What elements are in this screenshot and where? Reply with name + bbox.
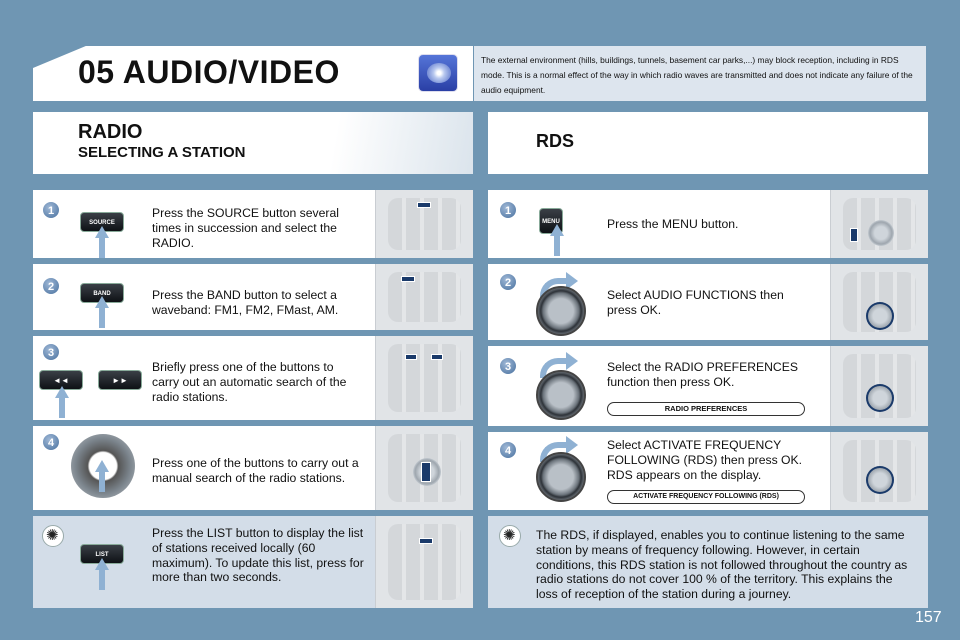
rds-step-2 [488, 264, 928, 340]
rotary-knob-icon [536, 370, 586, 420]
reception-note: The external environment (hills, buildings, tunnels, basement car parks,...) may block reception, including in RDS mode. This is a normal effect of the way in which radio waves are transmitted and does not indicate any failure of the audio equipment. [481, 55, 913, 95]
list-button: LIST [80, 544, 124, 564]
control-panel-image [375, 336, 473, 420]
highlighted-button-icon [421, 462, 431, 482]
highlighted-button-icon [417, 202, 431, 208]
rotary-knob-icon [536, 452, 586, 502]
highlighted-button-icon [419, 538, 433, 544]
control-panel-image [375, 190, 473, 258]
rds-step-1 [488, 190, 928, 258]
step-number: 3 [499, 357, 517, 375]
radio-title: RADIO [78, 121, 143, 143]
step-text: Select the RADIO PREFERENCES function then press OK. [607, 360, 798, 389]
menu-button: MENU [539, 208, 563, 234]
radio-step-2 [33, 264, 473, 330]
press-arrow-icon [95, 226, 109, 258]
step-number: 1 [42, 201, 60, 219]
highlighted-button-icon [405, 354, 417, 360]
step-number: 1 [499, 201, 517, 219]
control-panel-image [375, 516, 473, 608]
step-number: 3 [42, 343, 60, 361]
radio-step-3 [33, 336, 473, 420]
seek-up-button: ►► [98, 370, 142, 390]
dial-icon [866, 384, 894, 412]
page-title: 05 AUDIO/VIDEO [78, 54, 340, 90]
step-number: 4 [42, 433, 60, 451]
disc-icon [427, 63, 451, 83]
note-text: The RDS, if displayed, enables you to continue listening to the same station by means of frequency following. However, in certain conditions, this RDS station is not followed throughout the country as radio stations do not cover 100 % of the territory. This explains the loss of reception of the station during a journey. [536, 528, 908, 602]
step-text: Select AUDIO FUNCTIONS then press OK. [607, 288, 784, 317]
step-text: Select ACTIVATE FREQUENCY FOLLOWING (RDS) then press OK. RDS appears on the display. [607, 438, 803, 482]
highlighted-button-icon [431, 354, 443, 360]
press-arrow-icon [550, 224, 564, 256]
rds-step-4 [488, 432, 928, 510]
radio-preferences-label: RADIO PREFERENCES [607, 402, 805, 416]
list-note-panel [33, 516, 473, 608]
band-button: BAND [80, 283, 124, 303]
step-text: Briefly press one of the buttons to carry out an automatic search of the radio stations. [152, 360, 347, 404]
dial-icon [868, 220, 894, 246]
control-panel-image [375, 264, 473, 330]
rds-title: RDS [536, 131, 575, 151]
source-button: SOURCE [80, 212, 124, 232]
step-number: 2 [499, 273, 517, 291]
radio-step-1 [33, 190, 473, 258]
dial-icon [866, 302, 894, 330]
rotary-knob-icon [536, 286, 586, 336]
radio-subtitle: SELECTING A STATION [78, 144, 246, 161]
press-arrow-icon [55, 386, 69, 418]
step-number: 4 [499, 441, 517, 459]
step-text: Press one of the buttons to carry out a manual search of the radio stations. [152, 456, 359, 485]
dial-icon [866, 466, 894, 494]
rds-note-panel [488, 516, 928, 608]
step-text: Press the MENU button. [607, 217, 739, 231]
note-text: Press the LIST button to display the list of stations received locally (60 maximum). To update this list, press for more than two seconds. [152, 526, 364, 585]
frequency-following-label: ACTIVATE FREQUENCY FOLLOWING (RDS) [607, 490, 805, 504]
press-arrow-icon [95, 460, 109, 492]
seek-down-button: ◄◄ [39, 370, 83, 390]
press-arrow-icon [95, 558, 109, 590]
step-text: Press the BAND button to select a waveband: FM1, FM2, FMast, AM. [152, 288, 339, 317]
page-number: 157 [915, 609, 942, 626]
step-text: Press the SOURCE button several times in succession and select the RADIO. [152, 206, 339, 250]
radio-step-4 [33, 426, 473, 510]
highlighted-button-icon [401, 276, 415, 282]
highlighted-button-icon [850, 228, 858, 242]
step-number: 2 [42, 277, 60, 295]
tip-bulb-icon [499, 525, 521, 547]
rds-step-3 [488, 346, 928, 426]
press-arrow-icon [95, 296, 109, 328]
tip-bulb-icon [42, 525, 64, 547]
